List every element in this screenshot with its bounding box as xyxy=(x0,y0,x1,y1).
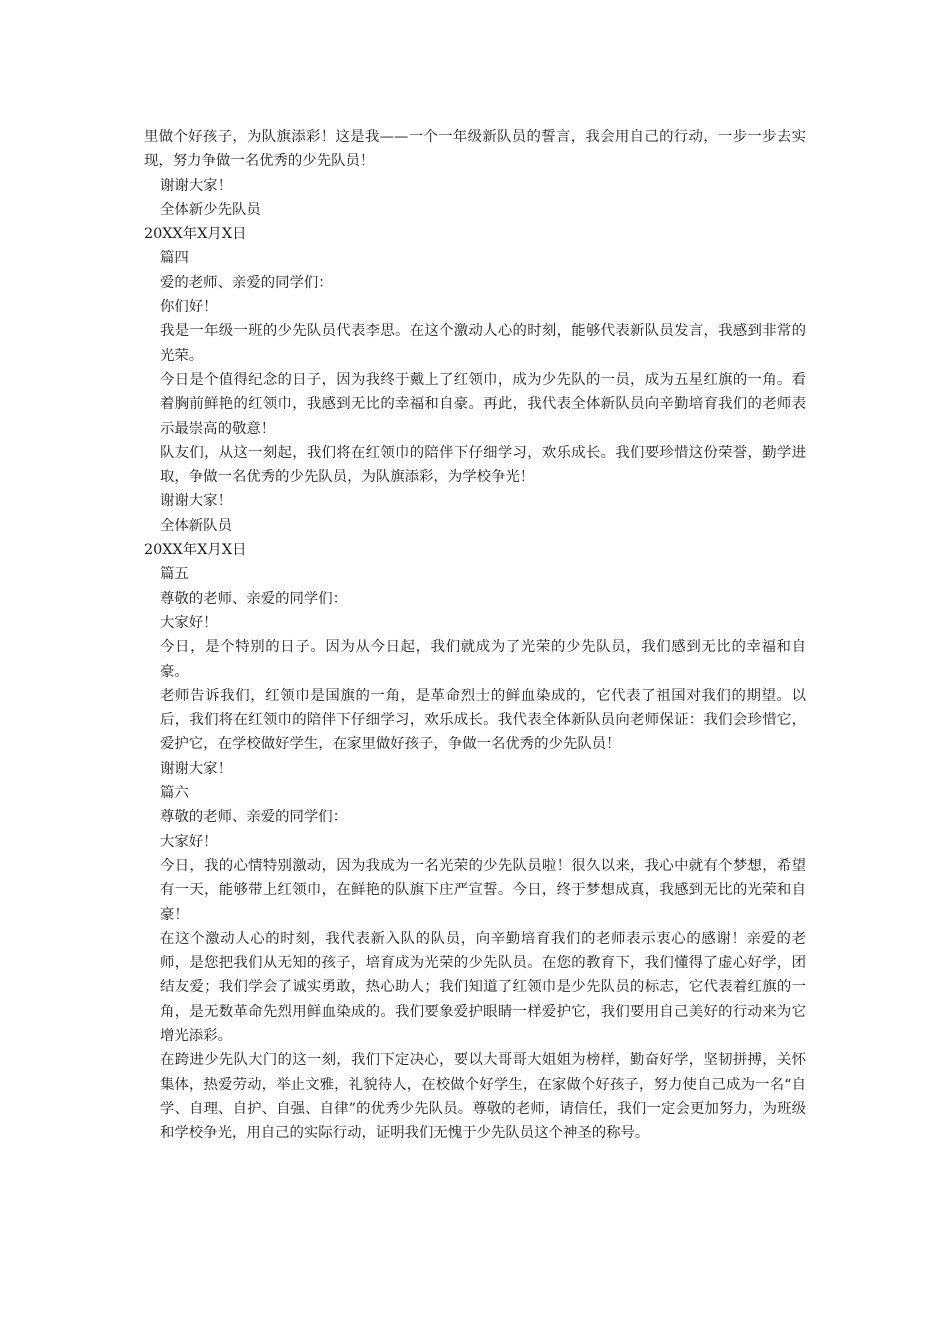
paragraph: 今日，我的心情特别激动，因为我成为一名光荣的少先队员啦！很久以来，我心中就有个梦想，希望有一天，能够带上红领巾，在鲜艳的队旗下庄严宣誓。今日，终于梦想成真，我感到无比的光荣和自豪！ xyxy=(160,857,806,923)
paragraph: 在这个激动人心的时刻，我代表新入队的队员，向辛勤培育我们的老师表示衷心的感谢！亲爱的老师，是您把我们从无知的孩子，培育成为光荣的少先队员。在您的教育下，我们懂得了虚心好学，团结友爱；我们学会了诚实勇敢，热心助人；我们知道了红领巾是少先队员的标志，它代表着红旗的一角，是无数革命先烈用鲜血染成的。我们要象爱护眼睛一样爱护它，我们要用自己美好的行动来为它增光添彩。 xyxy=(160,930,806,1044)
paragraph: 队友们，从这一刻起，我们将在红领巾的陪伴下仔细学习，欢乐成长。我们要珍惜这份荣誉，勤学进取，争做一名优秀的少先队员，为队旗添彩，为学校争光！ xyxy=(160,444,806,486)
section-heading: 篇四 xyxy=(160,250,189,267)
date-line: 20XX年X月X日 xyxy=(144,226,247,243)
paragraph: 我是一年级一班的少先队员代表李思。在这个激动人心的时刻，能够代表新队员发言，我感到非常的光荣。 xyxy=(160,323,806,364)
paragraph: 谢谢大家！ xyxy=(160,760,232,777)
signature-line: 全体新少先队员 xyxy=(160,201,261,218)
greeting: 大家好！ xyxy=(160,614,218,631)
date-line: 20XX年X月X日 xyxy=(144,542,247,559)
paragraph: 谢谢大家！ xyxy=(160,493,232,510)
salutation: 爱的老师、亲爱的同学们： xyxy=(160,274,333,291)
paragraph: 今日是个值得纪念的日子，因为我终于戴上了红领巾，成为少先队的一员，成为五星红旗的一角。看着胸前鲜艳的红领巾，我感到无比的幸福和自豪。再此，我代表全体新队员向辛勤培育我们的老师表示最崇高的敬意！ xyxy=(160,371,806,437)
greeting: 你们好！ xyxy=(160,299,218,316)
paragraph: 里做个好孩子，为队旗添彩！这是我——一个一年级新队员的誓言，我会用自己的行动，一步一步去实现，努力争做一名优秀的少先队员！ xyxy=(144,129,806,170)
paragraph: 在跨进少先队大门的这一刻，我们下定决心，要以大哥哥大姐姐为榜样，勤奋好学，坚韧拼搏，关怀集体，热爱劳动，举止文雅，礼貌待人，在校做个好学生，在家做个好孩子，努力使自己成为一名“自学、自理、自护、自强、自律”的优秀少先队员。尊敬的老师，请信任，我们一定会更加努力，为班级和学校争光，用自己的实际行动，证明我们无愧于少先队员这个神圣的称号。 xyxy=(160,1052,806,1142)
section-heading: 篇五 xyxy=(160,566,189,583)
section-heading: 篇六 xyxy=(160,785,189,802)
salutation: 尊敬的老师、亲爱的同学们： xyxy=(160,590,348,607)
greeting: 大家好！ xyxy=(160,833,218,850)
paragraph: 今日，是个特别的日子。因为从今日起，我们就成为了光荣的少先队员，我们感到无比的幸福和自豪。 xyxy=(160,639,806,680)
salutation: 尊敬的老师、亲爱的同学们： xyxy=(160,809,348,826)
paragraph: 老师告诉我们，红领巾是国旗的一角，是革命烈士的鲜血染成的，它代表了祖国对我们的期望。以后，我们将在红领巾的陪伴下仔细学习，欢乐成长。我代表全体新队员向老师保证：我们会珍惜它，爱护它，在学校做好学生，在家里做好孩子，争做一名优秀的少先队员！ xyxy=(160,687,806,753)
document-body xyxy=(144,125,806,1145)
paragraph: 谢谢大家！ xyxy=(160,177,232,194)
signature-line: 全体新队员 xyxy=(160,517,232,534)
